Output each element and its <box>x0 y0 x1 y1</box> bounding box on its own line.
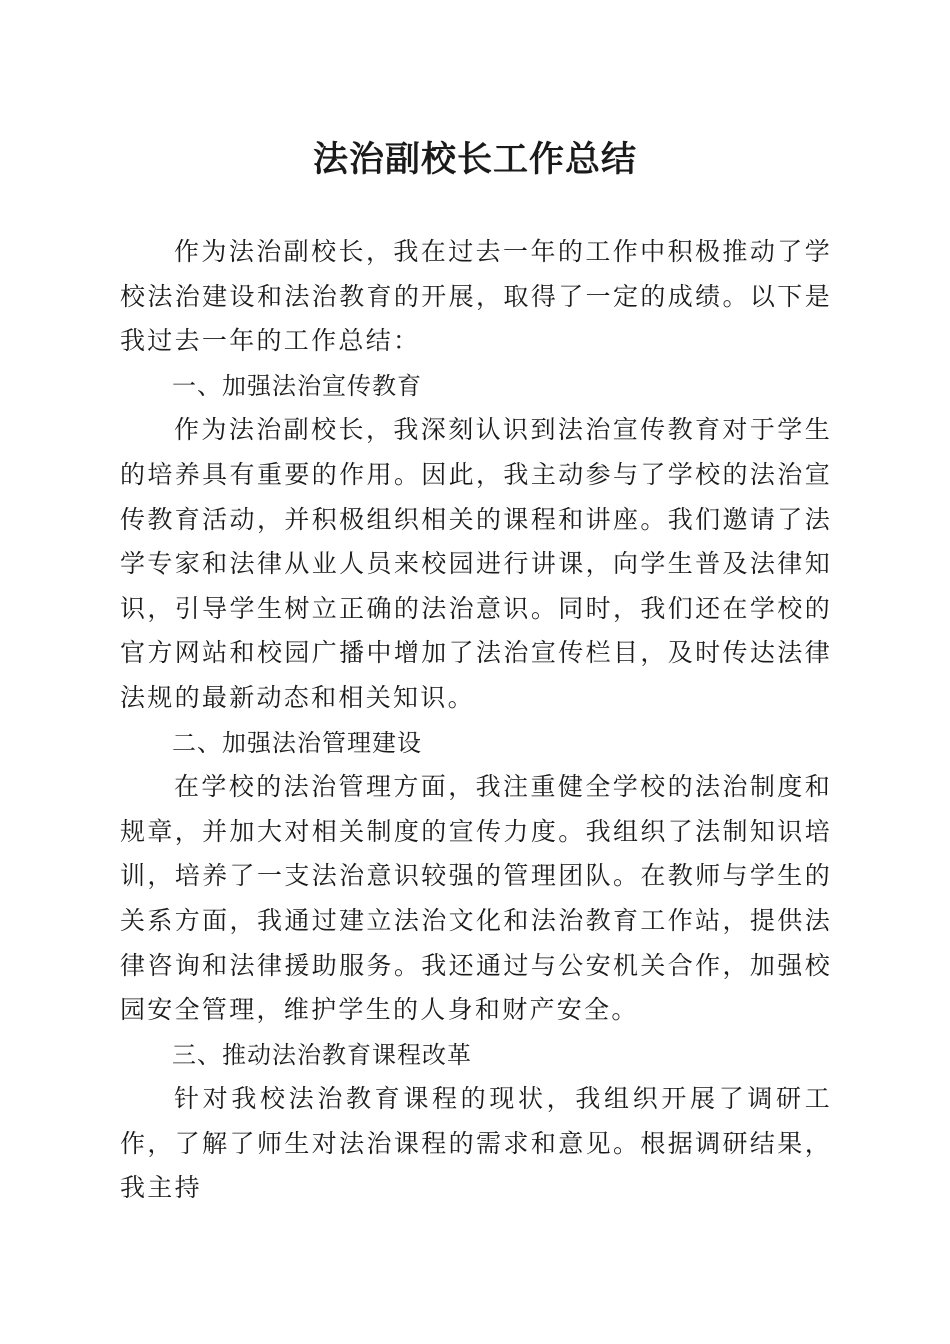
section-paragraph-1: 作为法治副校长，我深刻认识到法治宣传教育对于学生的培养具有重要的作用。因此，我主动参与了学校的法治宣传教育活动，并积极组织相关的课程和讲座。我们邀请了法学专家和法律从业人员来校园进行讲课，向学生普及法律知识，引导学生树立正确的法治意识。同时，我们还在学校的官方网站和校园广播中增加了法治宣传栏目，及时传达法律法规的最新动态和相关知识。 <box>120 415 832 712</box>
section-paragraph-3: 针对我校法治教育课程的现状，我组织开展了调研工作，了解了师生对法治课程的需求和意见。根据调研结果，我主持 <box>120 1084 832 1203</box>
document-title: 法治副校长工作总结 <box>312 139 637 180</box>
section-heading-3: 三、推动法治教育课程改革 <box>172 1040 472 1069</box>
section-heading-2: 二、加强法治管理建设 <box>172 728 422 757</box>
intro-paragraph: 作为法治副校长，我在过去一年的工作中积极推动了学校法治建设和法治教育的开展，取得了一定的成绩。以下是我过去一年的工作总结： <box>120 237 832 356</box>
section-paragraph-2: 在学校的法治管理方面，我注重健全学校的法治制度和规章，并加大对相关制度的宣传力度。我组织了法制知识培训，培养了一支法治意识较强的管理团队。在教师与学生的关系方面，我通过建立法治文化和法治教育工作站，提供法律咨询和法律援助服务。我还通过与公安机关合作，加强校园安全管理，维护学生的人身和财产安全。 <box>120 772 832 1025</box>
section-heading-1: 一、加强法治宣传教育 <box>172 371 422 400</box>
document-body <box>120 230 832 1211</box>
